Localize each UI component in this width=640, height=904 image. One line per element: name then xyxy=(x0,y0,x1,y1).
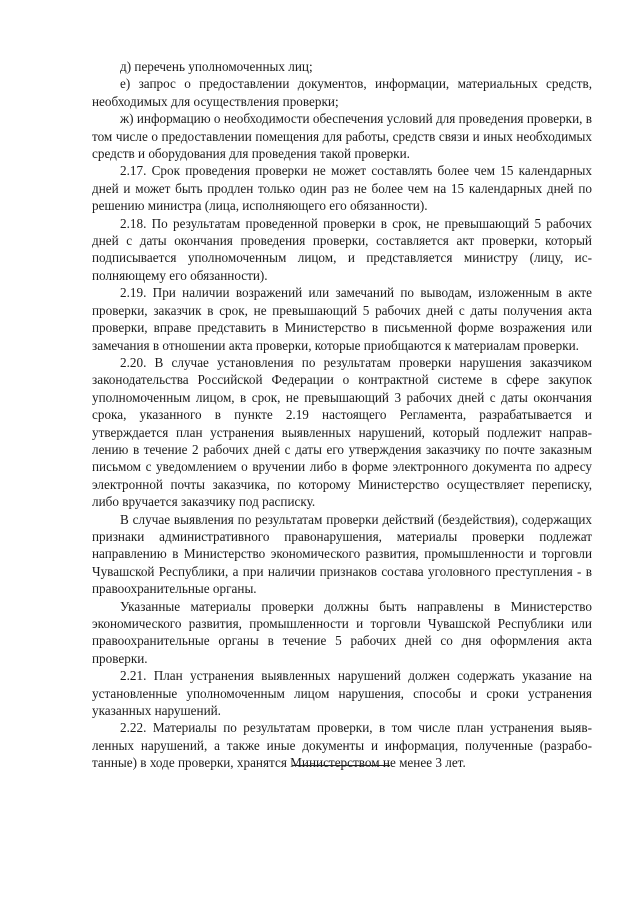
paragraph-2-20: 2.20. В случае установления по результатам проверки нарушения заказчиком законодательства Российской Федерации о контрактной системе в сфере закупок уполномоченным лицом, в срок, не превышающий 3 рабочих дней с даты окончания срока, указанного в пункте 2.19 настоящего Регламента, разрабатывается и утверждается план устранения выявленных нарушений, который подлежит направлению в течение 2 рабочих дней с даты его утверждения заказчику по почте заказным письмом с уведомлением о вручении либо в форме электронного документа по адресу электронной почты заказчика, по которому Министерство осуществляет переписку, либо вручается заказчику под расписку. xyxy=(92,354,592,510)
paragraph-2-22: 2.22. Материалы по результатам проверки, в том числе план устранения выявленных нарушений, а также иные документы и информация, полученные (разработанные) в ходе проверки, хранятся Министерством не менее 3 лет. xyxy=(92,720,592,771)
paragraph-2-19: 2.19. При наличии возражений или замечаний по выводам, изложенным в акте проверки, заказчик в срок, не превышающий 5 рабочих дней с даты получения акта проверки, вправе представить в Министерство в письменной форме возражения или замечания в отношении акта проверки, которые приобщаются к материалам проверки. xyxy=(92,285,592,353)
paragraph-2-20-violations: В случае выявления по результатам проверки действий (бездействия), содержащих признаки административного правонарушения, материалы проверки подлежат направлению в Министерство экономического развития, промышленности и торговли Чувашской Республики, а при наличии признаков состава уголовного преступления - в правоохранительные органы. xyxy=(92,511,592,597)
end-divider-line xyxy=(292,765,390,766)
paragraph-item-zh: ж) информацию о необходимости обеспечения условий для проведения проверки, в том числе о предоставлении помещения для работы, средств связи и иных необходимых средств и оборудования для проведения такой проверки. xyxy=(92,111,592,162)
paragraph-2-18: 2.18. По результатам проведенной проверки в срок, не превышающий 5 рабочих дней с даты окончания проведения проверки, составляется акт проверки, который подписывается уполномоченным лицом, и представляется министру (лицу, исполняющему его обязанности). xyxy=(92,215,592,283)
paragraph-2-17: 2.17. Срок проведения проверки не может составлять более чем 15 календарных дней и может быть продлен только один раз не более чем на 15 календарных дней по решению министра (лица, исполняющего его обязанности). xyxy=(92,163,592,214)
paragraph-item-e: е) запрос о предоставлении документов, информации, материальных средств, необходимых для осуществления проверки; xyxy=(92,76,592,109)
paragraph-item-d: д) перечень уполномоченных лиц; xyxy=(120,59,313,74)
paragraph-2-20-materials: Указанные материалы проверки должны быть направлены в Министерство экономического развития, промышленности и торговли Чувашской Республики или правоохранительные органы в течение 5 рабочих дней со дня оформления акта проверки. xyxy=(92,598,592,666)
paragraph-2-21: 2.21. План устранения выявленных нарушений должен содержать указание на установленные уполномоченным лицом нарушения, способы и сроки устранения указанных нарушений. xyxy=(92,668,592,719)
document-body xyxy=(92,58,592,772)
